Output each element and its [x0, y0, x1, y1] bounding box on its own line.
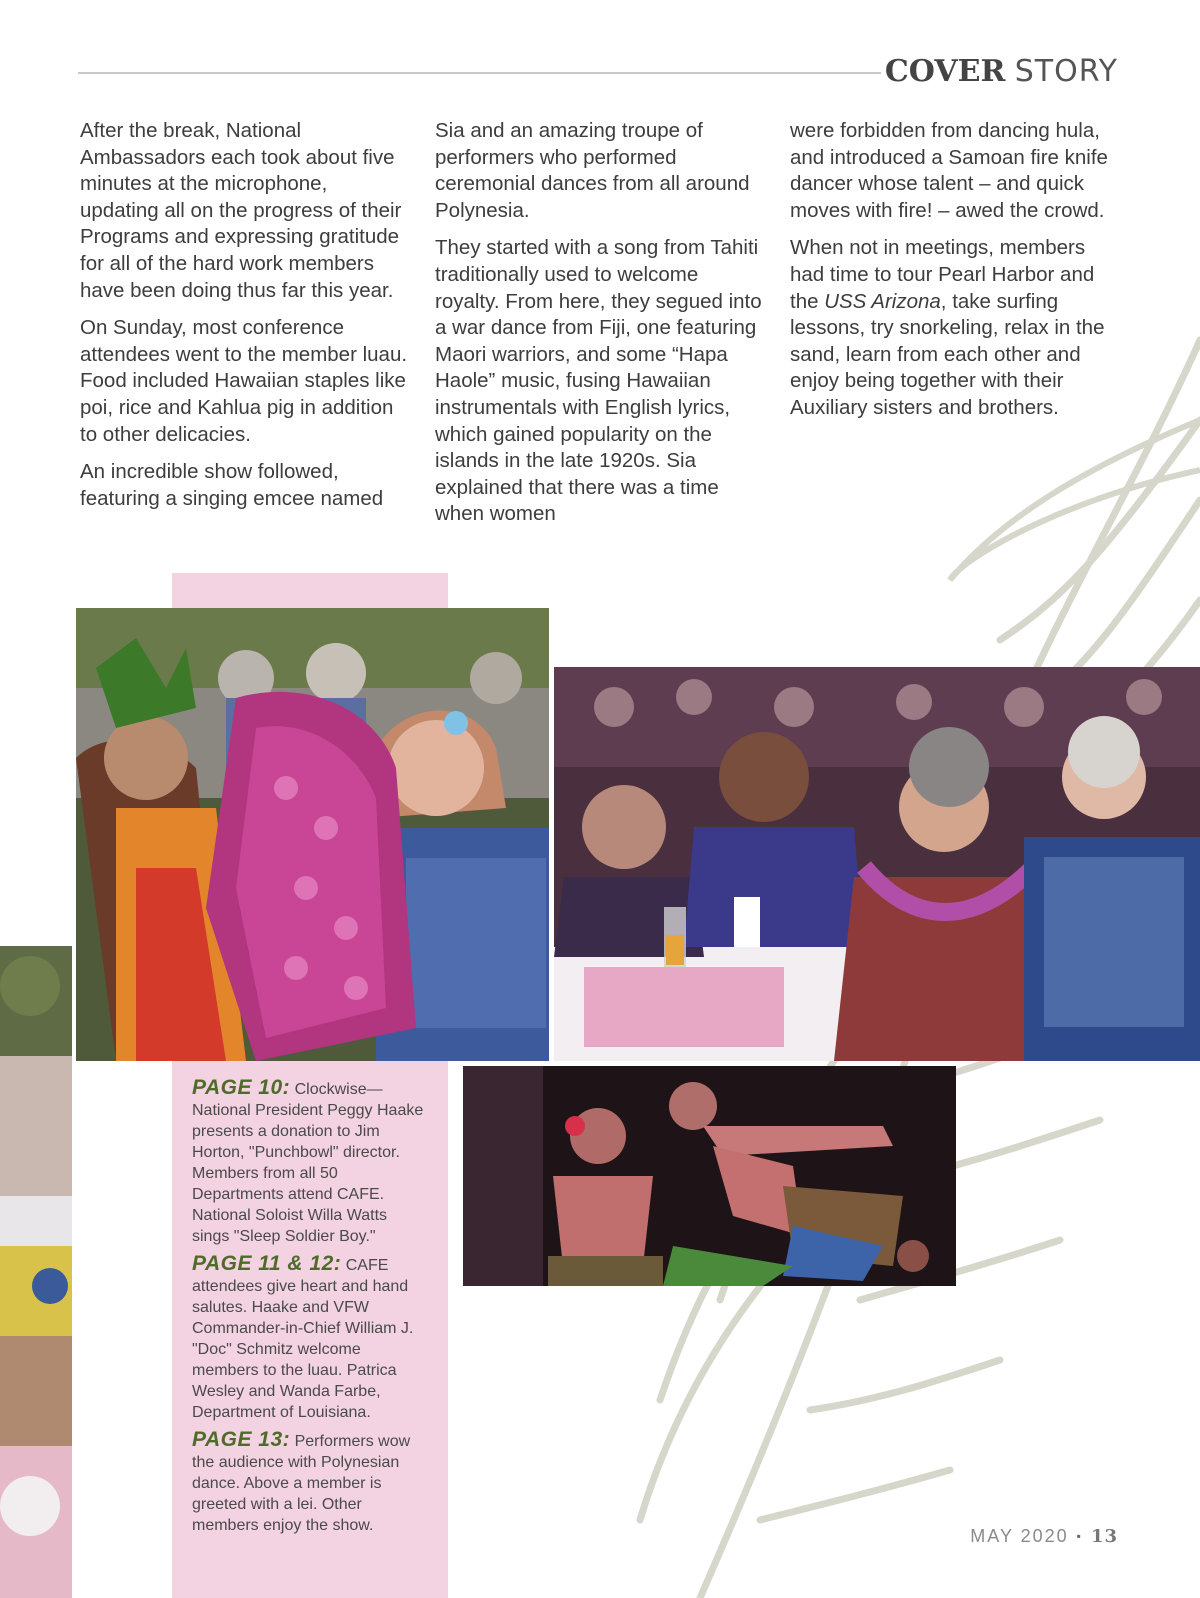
article-column-2 — [435, 118, 765, 539]
photo-captions — [192, 1077, 428, 1542]
article-paragraph — [790, 235, 1120, 421]
section-title — [885, 54, 1118, 89]
article-paragraph: An incredible show followed, featuring a singing emcee named — [80, 460, 384, 510]
page-number: 13 — [1090, 1526, 1118, 1547]
article-paragraph: After the break, National Ambassadors each took about five minutes at the microphone, updating all on the progress of their Programs and expressing gratitude for all of the hard work members have been doing thus far this year. — [80, 119, 402, 302]
photo-lei-greeting — [76, 608, 549, 1061]
article-paragraph: Sia and an amazing troupe of performers who performed ceremonial dances from all around Polynesia. — [435, 119, 750, 222]
caption-page-10 — [192, 1077, 428, 1247]
article-column-1 — [80, 118, 410, 523]
ship-name: USS Arizona — [824, 289, 941, 313]
photo-audience — [554, 667, 1200, 1061]
caption-label: PAGE 10: — [192, 1076, 291, 1099]
article-paragraph: were forbidden from dancing hula, and introduced a Samoan fire knife dancer whose talent – and quick moves with fire! – awed the crowd. — [790, 119, 1108, 222]
caption-label: PAGE 11 & 12: — [192, 1252, 342, 1275]
article-column-3 — [790, 118, 1120, 433]
caption-page-11-12 — [192, 1253, 428, 1423]
footer-separator: ▪ — [1076, 1529, 1083, 1543]
caption-label: PAGE 13: — [192, 1428, 291, 1451]
photo-left-crop — [0, 946, 72, 1598]
article-paragraph: On Sunday, most conference attendees went to the member luau. Food included Hawaiian staples like poi, rice and Kahlua pig in addition to other delicacies. — [80, 316, 408, 446]
issue-date: MAY 2020 — [970, 1526, 1069, 1546]
section-title-bold: COVER — [884, 54, 1006, 89]
paragraph-text: When not in meetings, members had time to tour Pearl Harbor and the — [790, 236, 1095, 313]
header-rule — [78, 72, 881, 74]
article-paragraph: They started with a song from Tahiti traditionally used to welcome royalty. From here, they segued into a war dance from Fiji, one featuring Maori warriors, and some “Hapa Haole” music, fusing Hawaiian instrumentals with English lyrics, which gained popularity on the islands in the late 1920s. Sia explained that there was a time when women — [435, 236, 762, 526]
section-title-light: STORY — [1014, 54, 1118, 89]
photo-dancers — [463, 1066, 956, 1286]
paragraph-text: , take surfing lessons, try snorkeling, relax in the sand, learn from each other and enjoy being together with their Auxiliary sisters and brothers. — [790, 289, 1105, 419]
caption-page-13 — [192, 1429, 428, 1536]
caption-text: Performers wow the audience with Polynesian dance. Above a member is greeted with a lei. Other members enjoy the show. — [192, 1433, 411, 1534]
page-footer — [970, 1526, 1118, 1547]
caption-text: Clockwise—National President Peggy Haake presents a donation to Jim Horton, "Punchbowl" director. Members from all 50 Departments attend CAFE. National Soloist Willa Watts sings "Sleep Soldier Boy." — [192, 1081, 424, 1245]
caption-text: CAFE attendees give heart and hand salutes. Haake and VFW Commander-in-Chief William J. "Doc" Schmitz welcome members to the luau. Patrica Wesley and Wanda Farbe, Department of Louisiana. — [192, 1257, 414, 1421]
